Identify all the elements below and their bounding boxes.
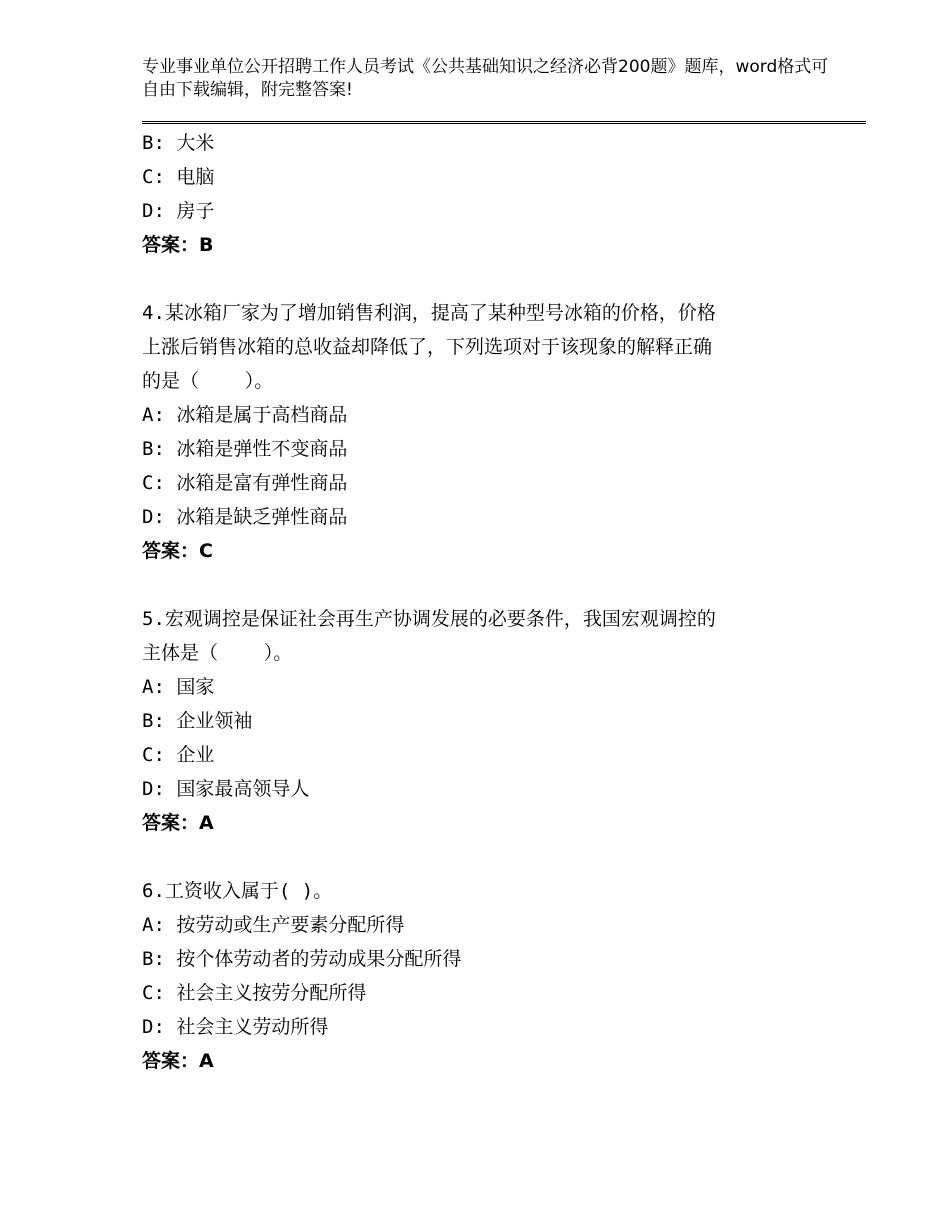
question-text: 6.工资收入属于( )。: [142, 880, 333, 902]
question-block-6: [142, 874, 822, 1078]
option-b: B: 大米: [142, 132, 215, 154]
document-body: [142, 126, 822, 1078]
option-a: A: 按劳动或生产要素分配所得: [142, 914, 405, 936]
option-c: C: 企业: [142, 744, 215, 766]
option-c: C: 电脑: [142, 166, 215, 188]
option-b: B: 按个体劳动者的劳动成果分配所得: [142, 948, 462, 970]
question-block-partial: [142, 126, 822, 262]
option-a: A: 冰箱是属于高档商品: [142, 404, 348, 426]
question-text: 的是（ ）。: [142, 370, 274, 392]
option-d: D: 房子: [142, 200, 215, 222]
question-block-4: [142, 296, 822, 568]
answer-line: 答案：A: [142, 812, 214, 834]
option-d: D: 社会主义劳动所得: [142, 1016, 329, 1038]
spacer: [142, 568, 822, 602]
answer-line: 答案：B: [142, 234, 214, 256]
option-b: B: 冰箱是弹性不变商品: [142, 438, 348, 460]
option-d: D: 冰箱是缺乏弹性商品: [142, 506, 348, 528]
question-text: 5.宏观调控是保证社会再生产协调发展的必要条件，我国宏观调控的: [142, 608, 716, 630]
question-text: 主体是（ ）。: [142, 642, 293, 664]
header-title: 专业事业单位公开招聘工作人员考试《公共基础知识之经济必背200题》题库，word格式可自由下载编辑，附完整答案!: [142, 57, 829, 100]
answer-line: 答案：A: [142, 1050, 214, 1072]
answer-line: 答案：C: [142, 540, 213, 562]
option-a: A: 国家: [142, 676, 215, 698]
spacer: [142, 262, 822, 296]
option-c: C: 社会主义按劳分配所得: [142, 982, 367, 1004]
spacer: [142, 840, 822, 874]
header-divider: [142, 121, 866, 124]
question-block-5: [142, 602, 822, 840]
option-b: B: 企业领袖: [142, 710, 253, 732]
option-c: C: 冰箱是富有弹性商品: [142, 472, 348, 494]
question-text: 上涨后销售冰箱的总收益却降低了，下列选项对于该现象的解释正确: [142, 336, 713, 358]
question-text: 4.某冰箱厂家为了增加销售利润，提高了某种型号冰箱的价格，价格: [142, 302, 716, 324]
document-header: [142, 56, 842, 102]
option-d: D: 国家最高领导人: [142, 778, 310, 800]
